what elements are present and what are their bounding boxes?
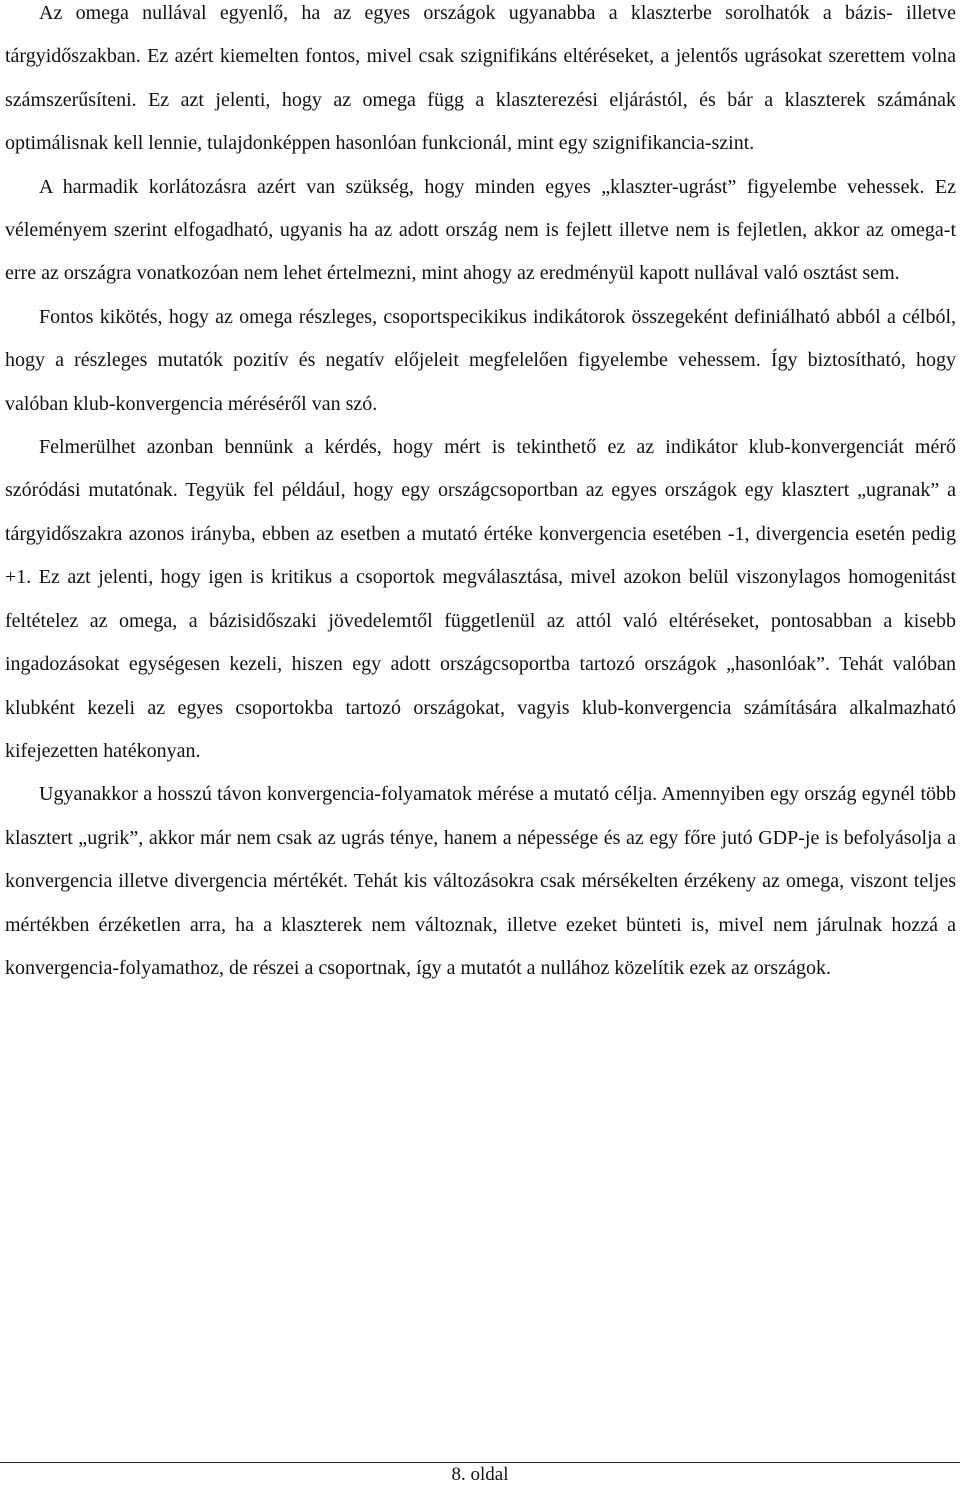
paragraph: Az omega nullával egyenlő, ha az egyes országok ugyanabba a klaszterbe sorolhatók a bázis- illetve tárgyidőszakban. Ez azért kiemelten fontos, mivel csak szignifikáns eltéréseket, a jelentős ugrásokat szerettem volna számszerűsíteni. Ez azt jelenti, hogy az omega függ a klaszterezési eljárástól, és bár a klaszterek számának optimálisnak kell lennie, tulajdonképpen hasonlóan funkcionál, mint egy szignifikancia-szint. [5,2,956,155]
body-text [5,0,956,990]
paragraph: Fontos kikötés, hogy az omega részleges, csoportspecikikus indikátorok összegeként definiálható abból a célból, hogy a részleges mutatók pozitív és negatív előjeleit megfelelően figyelembe vehessem. Így biztosítható, hogy valóban klub-konvergencia méréséről van szó. [5,305,956,415]
paragraph: Ugyanakkor a hosszú távon konvergencia-folyamatok mérése a mutató célja. Amennyiben egy ország egynél több klasztert „ugrik”, akkor már nem csak az ugrás ténye, hanem a népessége és az egy főre jutó GDP-je is befolyásolja a konvergencia illetve divergencia mértékét. Tehát kis változásokra csak mérsékelten érzékeny az omega, viszont teljes mértékben érzéketlen arra, ha a klaszterek nem változnak, illetve ezeket bünteti is, mivel nem járulnak hozzá a konvergencia-folyamathoz, de részei a csoportnak, így a mutatót a nullához közelítik ezek az országok. [5,783,956,979]
paragraph: Felmerülhet azonban bennünk a kérdés, hogy mért is tekinthető ez az indikátor klub-konvergenciát mérő szóródási mutatónak. Tegyük fel például, hogy egy országcsoportban az egyes országok egy klasztert „ugranak” a tárgyidőszakra azonos irányba, ebben az esetben a mutató értéke konvergencia esetében -1, divergencia esetén pedig +1. Ez azt jelenti, hogy igen is kritikus a csoportok megválasztása, mivel azokon belül viszonylagos homogenitást feltételez az omega, a bázisidőszaki jövedelemtől függetlenül az attól való eltéréseket, pontosabban a kisebb ingadozásokat egységesen kezeli, hiszen egy adott országcsoportba tartozó országok „hasonlóak”. Tehát valóban klubként kezeli az egyes csoportokba tartozó országokat, vagyis klub-konvergencia számítására alkalmazható kifejezetten hatékonyan. [5,436,956,762]
page-number: 8. oldal [451,1464,509,1485]
paragraph: A harmadik korlátozásra azért van szükség, hogy minden egyes „klaszter-ugrást” figyelembe vehessek. Ez véleményem szerint elfogadható, ugyanis ha az adott ország nem is fejlett illetve nem is fejletlen, akkor az omega-t erre az országra vonatkozóan nem lehet értelmezni, mint ahogy az eredményül kapott nullával való osztást sem. [5,175,956,285]
footer-divider [0,1462,960,1463]
